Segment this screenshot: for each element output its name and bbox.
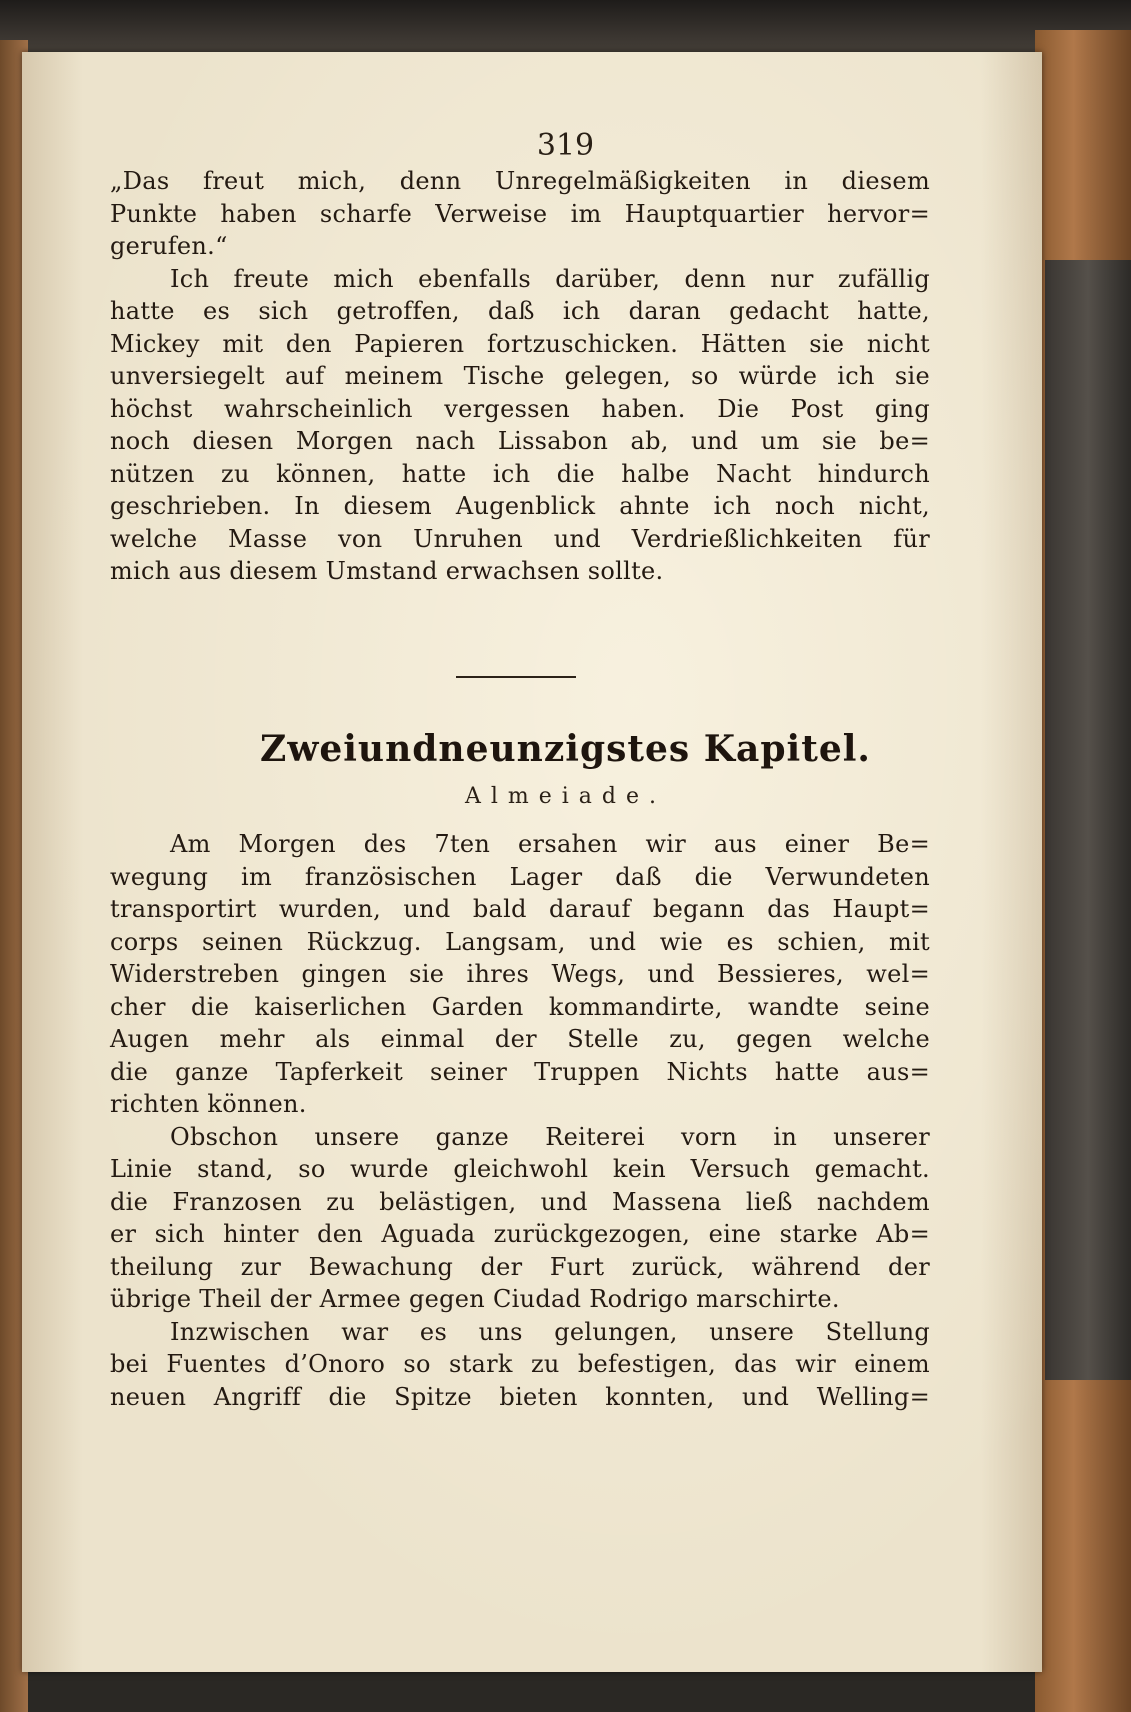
text-line: corps seinen Rückzug. Langsam, und wie es schien, mit <box>110 927 930 956</box>
text-line: wegung im französischen Lager daß die Verwundeten <box>110 862 930 891</box>
text-line: nützen zu können, hatte ich die halbe Nacht hindurch <box>110 459 930 488</box>
text-line: Widerstreben gingen sie ihres Wegs, und Bessieres, wel= <box>110 960 930 988</box>
page-number: 319 <box>536 128 595 163</box>
text-line: Inzwischen war es uns gelungen, unsere Stellung <box>170 1317 930 1346</box>
text-line: neuen Angriff die Spitze bieten konnten, und Welling= <box>110 1382 930 1411</box>
text-line: Am Morgen des 7ten ersahen wir aus einer Be= <box>170 830 930 858</box>
section-divider <box>456 676 576 678</box>
text-line: mich aus diesem Umstand erwachsen sollte. <box>110 557 664 585</box>
text-line: Linie stand, so wurde gleichwohl kein Versuch gemacht. <box>110 1155 930 1183</box>
text-line: Augen mehr als einmal der Stelle zu, gegen welche <box>110 1025 930 1053</box>
text-line: cher die kaiserlichen Garden kommandirte, wandte seine <box>110 992 930 1021</box>
text-line: welche Masse von Unruhen und Verdrießlichkeiten für <box>110 524 930 553</box>
text-line: geschrieben. In diesem Augenblick ahnte ich noch nicht, <box>110 492 930 520</box>
text-line: theilung zur Bewachung der Furt zurück, während der <box>110 1252 930 1281</box>
text-line: gerufen.“ <box>110 232 228 260</box>
text-line: er sich hinter den Aguada zurückgezogen, eine starke Ab= <box>110 1220 930 1248</box>
chapter-paragraph-3 <box>110 1316 930 1414</box>
book-binding-top <box>0 0 1131 60</box>
book-cover-right-panel <box>1045 260 1131 1380</box>
text-line: übrige Theil der Armee gegen Ciudad Rodrigo marschirte. <box>110 1285 840 1313</box>
text-line: hatte es sich getroffen, daß ich daran gedacht hatte, <box>110 297 930 325</box>
chapter-paragraph-1 <box>110 828 930 1121</box>
text-line: „Das freut mich, denn Unregelmäßigkeiten in diesem <box>110 167 930 195</box>
text-line: die ganze Tapferkeit seiner Truppen Nichts hatte aus= <box>110 1057 930 1086</box>
paragraph-narration <box>110 263 930 588</box>
chapter-title: Zweiundneunzigstes Kapitel. <box>260 728 871 770</box>
text-line: Mickey mit den Papieren fortzuschicken. Hätten sie nicht <box>110 329 930 358</box>
chapter-paragraph-2 <box>110 1121 930 1316</box>
text-line: bei Fuentes d’Onoro so stark zu befestigen, das wir einem <box>110 1350 930 1378</box>
text-line: höchst wahrscheinlich vergessen haben. Die Post ging <box>110 394 930 423</box>
text-line: unversiegelt auf meinem Tische gelegen, so würde ich sie <box>110 362 930 390</box>
text-line: Punkte haben scharfe Verweise im Hauptquartier hervor= <box>110 199 930 228</box>
paragraph-dialogue-end <box>110 165 930 263</box>
text-line: richten können. <box>110 1090 307 1118</box>
text-line: transportirt wurden, und bald darauf begann das Haupt= <box>110 895 930 923</box>
text-line: noch diesen Morgen nach Lissabon ab, und um sie be= <box>110 427 930 455</box>
text-line: Obschon unsere ganze Reiterei vorn in unserer <box>170 1122 930 1151</box>
text-line: Ich freute mich ebenfalls darüber, denn nur zufällig <box>170 264 930 293</box>
text-line: die Franzosen zu belästigen, und Massena ließ nachdem <box>110 1187 930 1216</box>
chapter-subtitle: Almeiade. <box>464 784 667 809</box>
